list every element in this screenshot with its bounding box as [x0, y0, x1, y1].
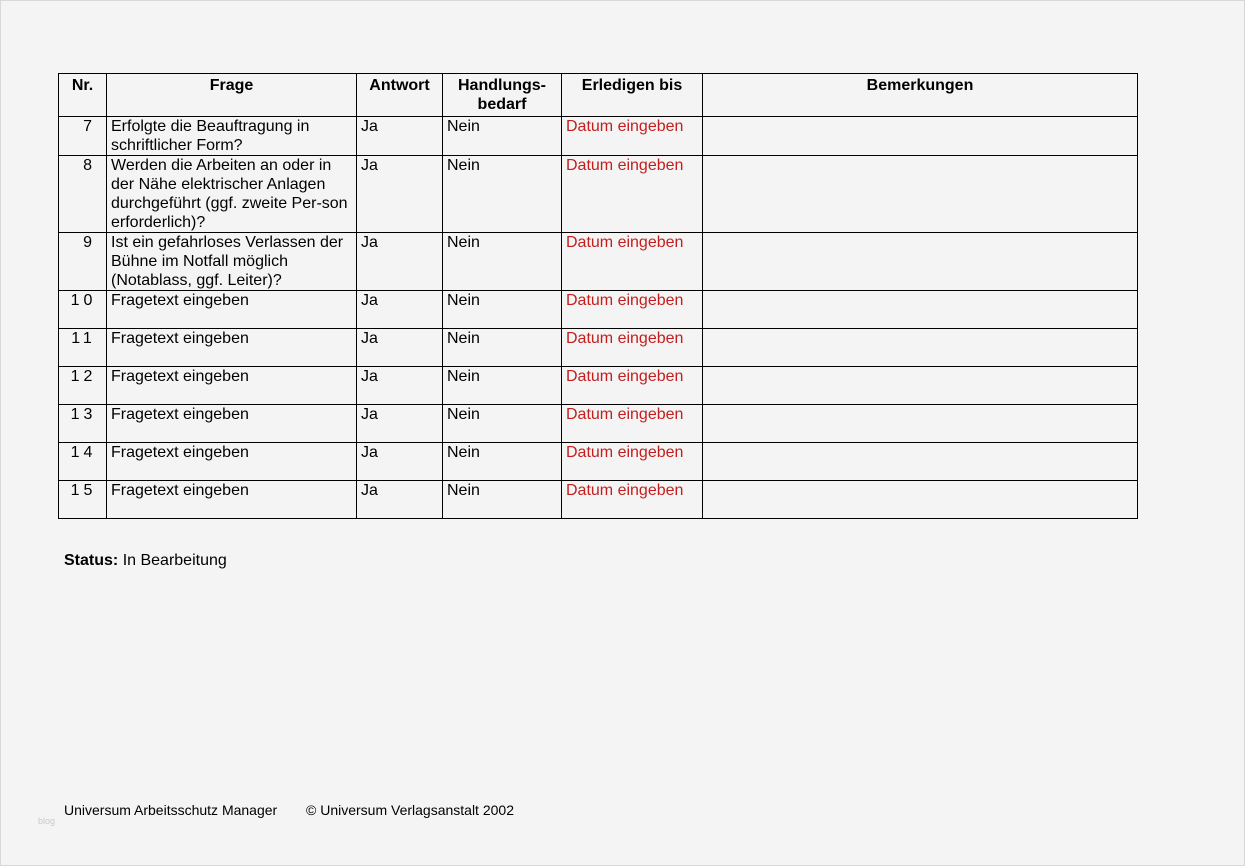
- row-nr: 11: [59, 329, 107, 367]
- header-handlungsbedarf-line2: bedarf: [477, 96, 527, 113]
- row-nr: 13: [59, 405, 107, 443]
- row-frage[interactable]: Fragetext eingeben: [107, 405, 357, 443]
- row-nr: 14: [59, 443, 107, 481]
- row-handlungsbedarf[interactable]: Nein: [443, 443, 562, 481]
- row-erledigen-bis[interactable]: Datum eingeben: [562, 481, 703, 519]
- row-bemerkungen[interactable]: [703, 117, 1138, 156]
- row-frage[interactable]: Fragetext eingeben: [107, 481, 357, 519]
- table-row: [59, 233, 1138, 291]
- row-nr: 8: [59, 156, 107, 233]
- row-frage[interactable]: Werden die Arbeiten an oder in der Nähe elektrischer Anlagen durchgeführt (ggf. zweite Per-son erforderlich)?: [107, 156, 357, 233]
- header-frage: Frage: [107, 74, 357, 117]
- row-nr: 7: [59, 117, 107, 156]
- row-erledigen-bis[interactable]: Datum eingeben: [562, 405, 703, 443]
- row-bemerkungen[interactable]: [703, 481, 1138, 519]
- header-erledigen-bis: Erledigen bis: [562, 74, 703, 117]
- row-erledigen-bis[interactable]: Datum eingeben: [562, 156, 703, 233]
- table-header-row: [59, 74, 1138, 117]
- status-label: Status:: [64, 552, 119, 569]
- row-nr: 15: [59, 481, 107, 519]
- row-handlungsbedarf[interactable]: Nein: [443, 291, 562, 329]
- row-erledigen-bis[interactable]: Datum eingeben: [562, 367, 703, 405]
- checklist-table: [58, 73, 1138, 519]
- table-row: [59, 117, 1138, 156]
- table-row: [59, 367, 1138, 405]
- row-erledigen-bis[interactable]: Datum eingeben: [562, 117, 703, 156]
- header-handlungsbedarf-line1: Handlungs-: [458, 77, 546, 94]
- row-antwort[interactable]: Ja: [357, 443, 443, 481]
- header-nr: Nr.: [59, 74, 107, 117]
- row-handlungsbedarf[interactable]: Nein: [443, 481, 562, 519]
- row-erledigen-bis[interactable]: Datum eingeben: [562, 233, 703, 291]
- row-handlungsbedarf[interactable]: Nein: [443, 367, 562, 405]
- row-antwort[interactable]: Ja: [357, 233, 443, 291]
- row-bemerkungen[interactable]: [703, 367, 1138, 405]
- row-antwort[interactable]: Ja: [357, 367, 443, 405]
- header-antwort: Antwort: [357, 74, 443, 117]
- row-bemerkungen[interactable]: [703, 405, 1138, 443]
- row-frage[interactable]: Fragetext eingeben: [107, 367, 357, 405]
- row-nr: 12: [59, 367, 107, 405]
- row-erledigen-bis[interactable]: Datum eingeben: [562, 291, 703, 329]
- table-row: [59, 156, 1138, 233]
- row-handlungsbedarf[interactable]: Nein: [443, 405, 562, 443]
- row-nr: 9: [59, 233, 107, 291]
- row-frage[interactable]: Fragetext eingeben: [107, 443, 357, 481]
- footer-product-name: Universum Arbeitsschutz Manager: [64, 802, 278, 818]
- row-handlungsbedarf[interactable]: Nein: [443, 329, 562, 367]
- row-antwort[interactable]: Ja: [357, 117, 443, 156]
- status-value: In Bearbeitung: [122, 552, 227, 569]
- row-handlungsbedarf[interactable]: Nein: [443, 117, 562, 156]
- row-antwort[interactable]: Ja: [357, 481, 443, 519]
- row-frage[interactable]: Fragetext eingeben: [107, 329, 357, 367]
- header-bemerkungen: Bemerkungen: [703, 74, 1138, 117]
- row-nr: 10: [59, 291, 107, 329]
- table-row: [59, 329, 1138, 367]
- table-row: [59, 291, 1138, 329]
- row-bemerkungen[interactable]: [703, 291, 1138, 329]
- watermark: blog: [38, 816, 56, 826]
- row-bemerkungen[interactable]: [703, 233, 1138, 291]
- footer-copyright: © Universum Verlagsanstalt 2002: [306, 802, 514, 818]
- row-handlungsbedarf[interactable]: Nein: [443, 233, 562, 291]
- row-bemerkungen[interactable]: [703, 329, 1138, 367]
- header-handlungsbedarf: [443, 74, 562, 117]
- table-row: [59, 443, 1138, 481]
- row-antwort[interactable]: Ja: [357, 329, 443, 367]
- row-antwort[interactable]: Ja: [357, 405, 443, 443]
- row-erledigen-bis[interactable]: Datum eingeben: [562, 329, 703, 367]
- row-frage[interactable]: Erfolgte die Beauftragung in schriftlicher Form?: [107, 117, 357, 156]
- row-handlungsbedarf[interactable]: Nein: [443, 156, 562, 233]
- table-row: [59, 481, 1138, 519]
- row-bemerkungen[interactable]: [703, 156, 1138, 233]
- row-antwort[interactable]: Ja: [357, 156, 443, 233]
- status-line: [64, 552, 227, 570]
- row-antwort[interactable]: Ja: [357, 291, 443, 329]
- row-bemerkungen[interactable]: [703, 443, 1138, 481]
- row-frage[interactable]: Fragetext eingeben: [107, 291, 357, 329]
- row-frage[interactable]: Ist ein gefahrloses Verlassen der Bühne im Notfall möglich (Notablass, ggf. Leiter)?: [107, 233, 357, 291]
- table-row: [59, 405, 1138, 443]
- row-erledigen-bis[interactable]: Datum eingeben: [562, 443, 703, 481]
